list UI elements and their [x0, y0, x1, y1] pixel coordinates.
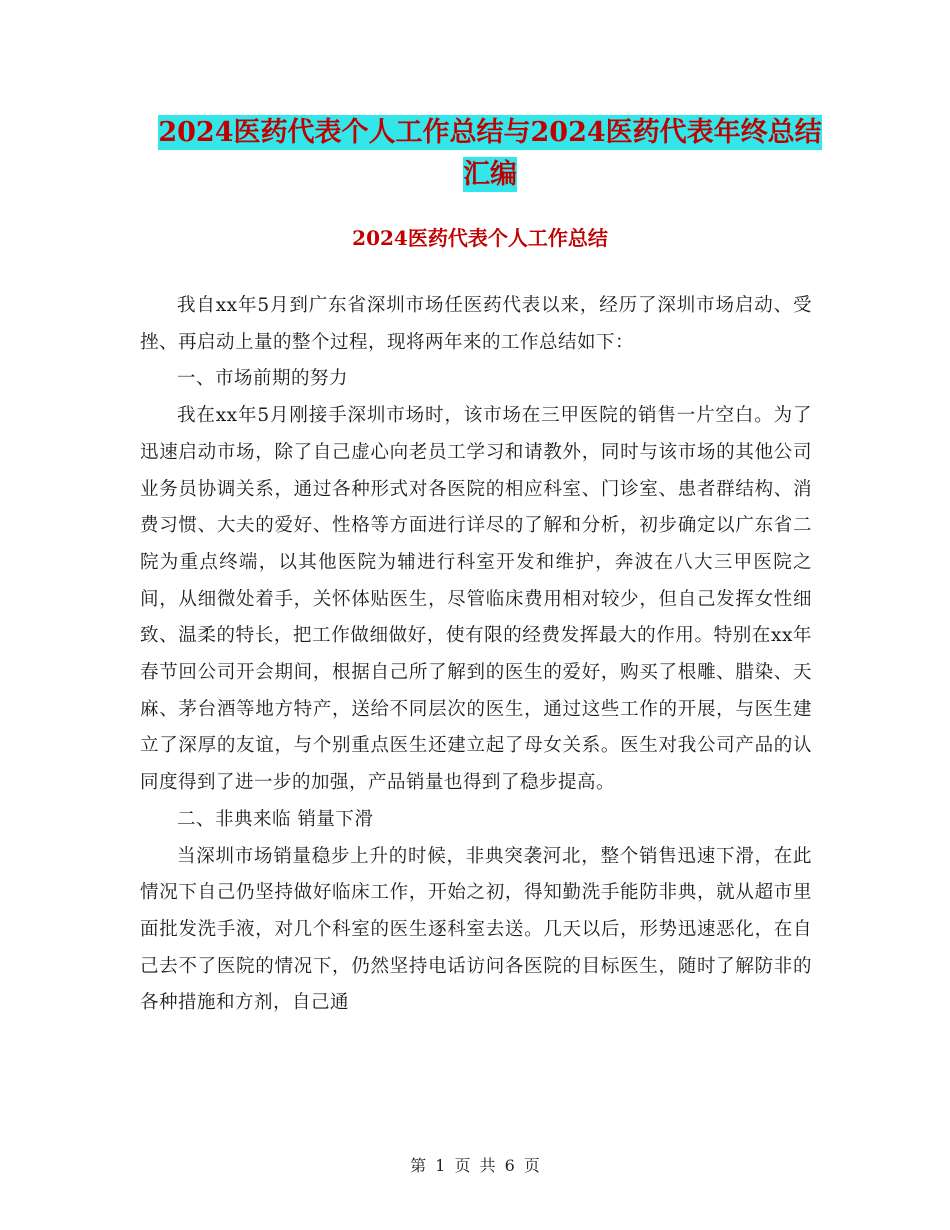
paragraph: 当深圳市场销量稳步上升的时候，非典突袭河北，整个销售迅速下滑，在此情况下自己仍坚持做好临床工作，开始之初，得知勤洗手能防非典，就从超市里面批发洗手液，对几个科室的医生逐科室去送。几天以后，形势迅速恶化，在自己去不了医院的情况下，仍然坚持电话访问各医院的目标医生，随时了解防非的各种措施和方剂，自己通: [140, 845, 812, 1014]
page-footer: 第 1 页 共 6 页: [410, 1156, 540, 1175]
title-line-2: 汇编: [463, 159, 517, 190]
paragraph: 我自xx年5月到广东省深圳市场任医药代表以来，经历了深圳市场启动、受挫、再启动上量的整个过程，现将两年来的工作总结如下：: [140, 295, 812, 353]
document-title: [140, 112, 840, 196]
document-body: [140, 288, 812, 1022]
section-heading-2: 二、非典来临 销量下滑: [177, 808, 374, 830]
title-line-1: 2024医药代表个人工作总结与2024医药代表年终总结: [158, 117, 822, 148]
section-title: 2024医药代表个人工作总结: [352, 226, 608, 250]
section-heading-1: 一、市场前期的努力: [177, 368, 349, 390]
paragraph: 我在xx年5月刚接手深圳市场时，该市场在三甲医院的销售一片空白。为了迅速启动市场，除了自己虚心向老员工学习和请教外，同时与该市场的其他公司业务员协调关系，通过各种形式对各医院的相应科室、门诊室、患者群结构、消费习惯、大夫的爱好、性格等方面进行详尽的了解和分析，初步确定以广东省二院为重点终端，以其他医院为辅进行科室开发和维护，奔波在八大三甲医院之间，从细微处着手，关怀体贴医生，尽管临床费用相对较少，但自己发挥女性细致、温柔的特长，把工作做细做好，使有限的经费发挥最大的作用。特别在xx年春节回公司开会期间，根据自己所了解到的医生的爱好，购买了根雕、腊染、天麻、茅台酒等地方特产，送给不同层次的医生，通过这些工作的开展，与医生建立了深厚的友谊，与个别重点医生还建立起了母女关系。医生对我公司产品的认同度得到了进一步的加强，产品销量也得到了稳步提高。: [140, 405, 812, 794]
